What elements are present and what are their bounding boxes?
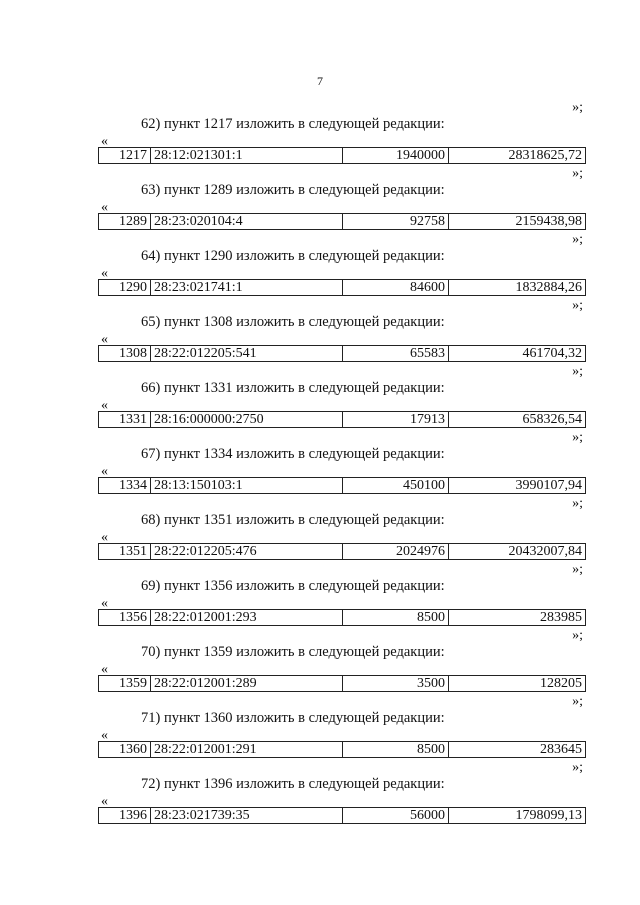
cadastral-number-cell: 28:12:021301:1 xyxy=(150,148,342,163)
closing-quote: »; xyxy=(572,232,583,247)
page-number: 7 xyxy=(317,74,323,88)
closing-quote: »; xyxy=(572,100,583,115)
row-number-cell: 1356 xyxy=(119,610,147,625)
value-cell: 28318625,72 xyxy=(448,148,585,163)
amendment-instruction: 71) пункт 1360 изложить в следующей редакции: xyxy=(141,710,445,726)
closing-quote: »; xyxy=(572,760,583,775)
opening-quote: « xyxy=(101,596,108,611)
area-cell: 65583 xyxy=(342,346,448,361)
row-number-cell: 1331 xyxy=(119,412,147,427)
value-cell: 20432007,84 xyxy=(448,544,585,559)
area-cell: 84600 xyxy=(342,280,448,295)
cadastral-number-cell: 28:16:000000:2750 xyxy=(150,412,342,427)
amendment-instruction: 65) пункт 1308 изложить в следующей редакции: xyxy=(141,314,445,330)
amendment-instruction: 62) пункт 1217 изложить в следующей редакции: xyxy=(141,116,445,132)
amendment-section xyxy=(0,562,640,628)
amendment-instruction: 70) пункт 1359 изложить в следующей редакции: xyxy=(141,644,445,660)
closing-quote: »; xyxy=(572,496,583,511)
table-row xyxy=(98,279,586,296)
area-cell: 92758 xyxy=(342,214,448,229)
amendment-instruction: 69) пункт 1356 изложить в следующей редакции: xyxy=(141,578,445,594)
row-number-cell: 1360 xyxy=(119,742,147,757)
opening-quote: « xyxy=(101,134,108,149)
amendment-section xyxy=(0,694,640,760)
area-cell: 2024976 xyxy=(342,544,448,559)
area-cell: 8500 xyxy=(342,742,448,757)
area-cell: 8500 xyxy=(342,610,448,625)
cadastral-number-cell: 28:22:012001:293 xyxy=(150,610,342,625)
area-cell: 3500 xyxy=(342,676,448,691)
table-row xyxy=(98,477,586,494)
closing-quote: »; xyxy=(572,430,583,445)
row-number-cell: 1308 xyxy=(119,346,147,361)
cadastral-number-cell: 28:23:021739:35 xyxy=(150,808,342,823)
closing-quote: »; xyxy=(572,166,583,181)
amendment-instruction: 72) пункт 1396 изложить в следующей редакции: xyxy=(141,776,445,792)
closing-quote: »; xyxy=(572,364,583,379)
value-cell: 128205 xyxy=(448,676,585,691)
table-row xyxy=(98,411,586,428)
opening-quote: « xyxy=(101,662,108,677)
row-number-cell: 1334 xyxy=(119,478,147,493)
amendment-section xyxy=(0,760,640,826)
amendment-section xyxy=(0,496,640,562)
opening-quote: « xyxy=(101,530,108,545)
table-row xyxy=(98,609,586,626)
area-cell: 56000 xyxy=(342,808,448,823)
closing-quote: »; xyxy=(572,628,583,643)
value-cell: 658326,54 xyxy=(448,412,585,427)
amendment-section xyxy=(0,298,640,364)
closing-quote: »; xyxy=(572,694,583,709)
opening-quote: « xyxy=(101,266,108,281)
row-number-cell: 1359 xyxy=(119,676,147,691)
opening-quote: « xyxy=(101,200,108,215)
amendment-section xyxy=(0,166,640,232)
cadastral-number-cell: 28:13:150103:1 xyxy=(150,478,342,493)
row-number-cell: 1217 xyxy=(119,148,147,163)
table-row xyxy=(98,147,586,164)
cadastral-number-cell: 28:22:012205:541 xyxy=(150,346,342,361)
table-row xyxy=(98,213,586,230)
amendment-section xyxy=(0,628,640,694)
opening-quote: « xyxy=(101,794,108,809)
area-cell: 17913 xyxy=(342,412,448,427)
area-cell: 1940000 xyxy=(342,148,448,163)
cadastral-number-cell: 28:22:012001:289 xyxy=(150,676,342,691)
amendment-instruction: 67) пункт 1334 изложить в следующей редакции: xyxy=(141,446,445,462)
opening-quote: « xyxy=(101,464,108,479)
opening-quote: « xyxy=(101,332,108,347)
closing-quote: »; xyxy=(572,298,583,313)
table-row xyxy=(98,807,586,824)
value-cell: 1798099,13 xyxy=(448,808,585,823)
cadastral-number-cell: 28:23:021741:1 xyxy=(150,280,342,295)
opening-quote: « xyxy=(101,728,108,743)
row-number-cell: 1289 xyxy=(119,214,147,229)
closing-quote: »; xyxy=(572,562,583,577)
amendment-instruction: 66) пункт 1331 изложить в следующей редакции: xyxy=(141,380,445,396)
amendment-section xyxy=(0,364,640,430)
cadastral-number-cell: 28:22:012205:476 xyxy=(150,544,342,559)
value-cell: 3990107,94 xyxy=(448,478,585,493)
cadastral-number-cell: 28:22:012001:291 xyxy=(150,742,342,757)
opening-quote: « xyxy=(101,398,108,413)
row-number-cell: 1396 xyxy=(119,808,147,823)
table-row xyxy=(98,741,586,758)
amendment-instruction: 63) пункт 1289 изложить в следующей редакции: xyxy=(141,182,445,198)
value-cell: 283985 xyxy=(448,610,585,625)
value-cell: 1832884,26 xyxy=(448,280,585,295)
row-number-cell: 1351 xyxy=(119,544,147,559)
value-cell: 283645 xyxy=(448,742,585,757)
amendment-instruction: 68) пункт 1351 изложить в следующей редакции: xyxy=(141,512,445,528)
amendment-section xyxy=(0,430,640,496)
amendment-section xyxy=(0,232,640,298)
row-number-cell: 1290 xyxy=(119,280,147,295)
area-cell: 450100 xyxy=(342,478,448,493)
cadastral-number-cell: 28:23:020104:4 xyxy=(150,214,342,229)
amendment-section xyxy=(0,100,640,166)
value-cell: 461704,32 xyxy=(448,346,585,361)
table-row xyxy=(98,675,586,692)
value-cell: 2159438,98 xyxy=(448,214,585,229)
table-row xyxy=(98,345,586,362)
amendment-instruction: 64) пункт 1290 изложить в следующей редакции: xyxy=(141,248,445,264)
table-row xyxy=(98,543,586,560)
